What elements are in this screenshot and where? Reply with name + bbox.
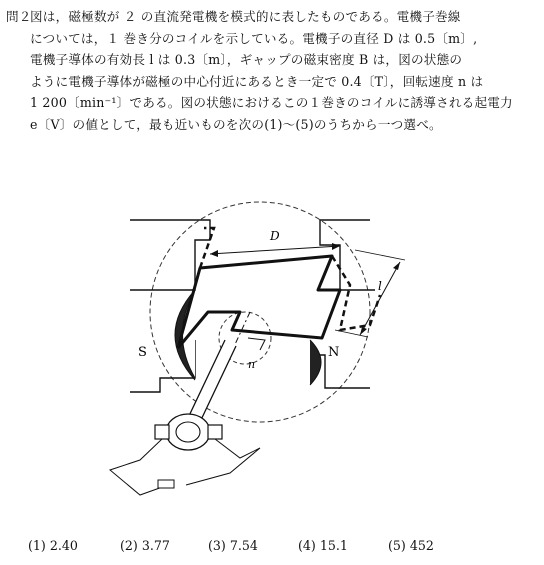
label-N: N: [328, 345, 340, 360]
question-line-6: e〔V〕の値として，最も近いものを次の(1)～(5)のうちから一つ選べ。: [30, 116, 442, 132]
commutator: [155, 414, 222, 450]
brush-right: [208, 425, 222, 439]
s-pole: [130, 220, 210, 392]
brush-left: [155, 425, 169, 439]
question-line-3: 電機子導体の有効長 l は 0.3〔m〕，ギャップの磁束密度 B は，図の状態の: [30, 52, 463, 67]
question-line-2: については，１ 巻き分のコイルを示している。電機子の直径 D は 0.5〔m〕,: [30, 30, 478, 46]
question-text: [6, 6, 538, 135]
choice-3[interactable]: (3) 7.54: [208, 538, 258, 553]
choice-1[interactable]: (1) 2.40: [28, 538, 78, 553]
question-line-4: ように電機子導体が磁極の中心付近にあるとき一定で 0.4〔T〕，回転速度 n は: [30, 73, 484, 89]
label-l: l: [378, 279, 382, 293]
question-line-1: 問２図は，磁極数が ２ の直流発電機を模式的に表したものである。電機子巻線: [6, 6, 538, 28]
question-number: 問２: [6, 9, 32, 24]
label-D: D: [270, 229, 280, 243]
choice-5[interactable]: (5) 452: [388, 538, 434, 553]
question-line-5: 1 200〔min⁻¹〕である。図の状態におけるこの１巻きのコイルに誘導される起電力: [30, 95, 513, 110]
armature-coil: [178, 256, 340, 348]
choice-2[interactable]: (2) 3.77: [120, 538, 170, 553]
label-n: n: [248, 358, 256, 371]
load-resistor: [158, 480, 174, 488]
n-pole: [310, 220, 375, 388]
dc-generator-figure: [100, 190, 440, 500]
label-S: S: [138, 345, 147, 360]
choice-4[interactable]: (4) 15.1: [298, 538, 348, 553]
